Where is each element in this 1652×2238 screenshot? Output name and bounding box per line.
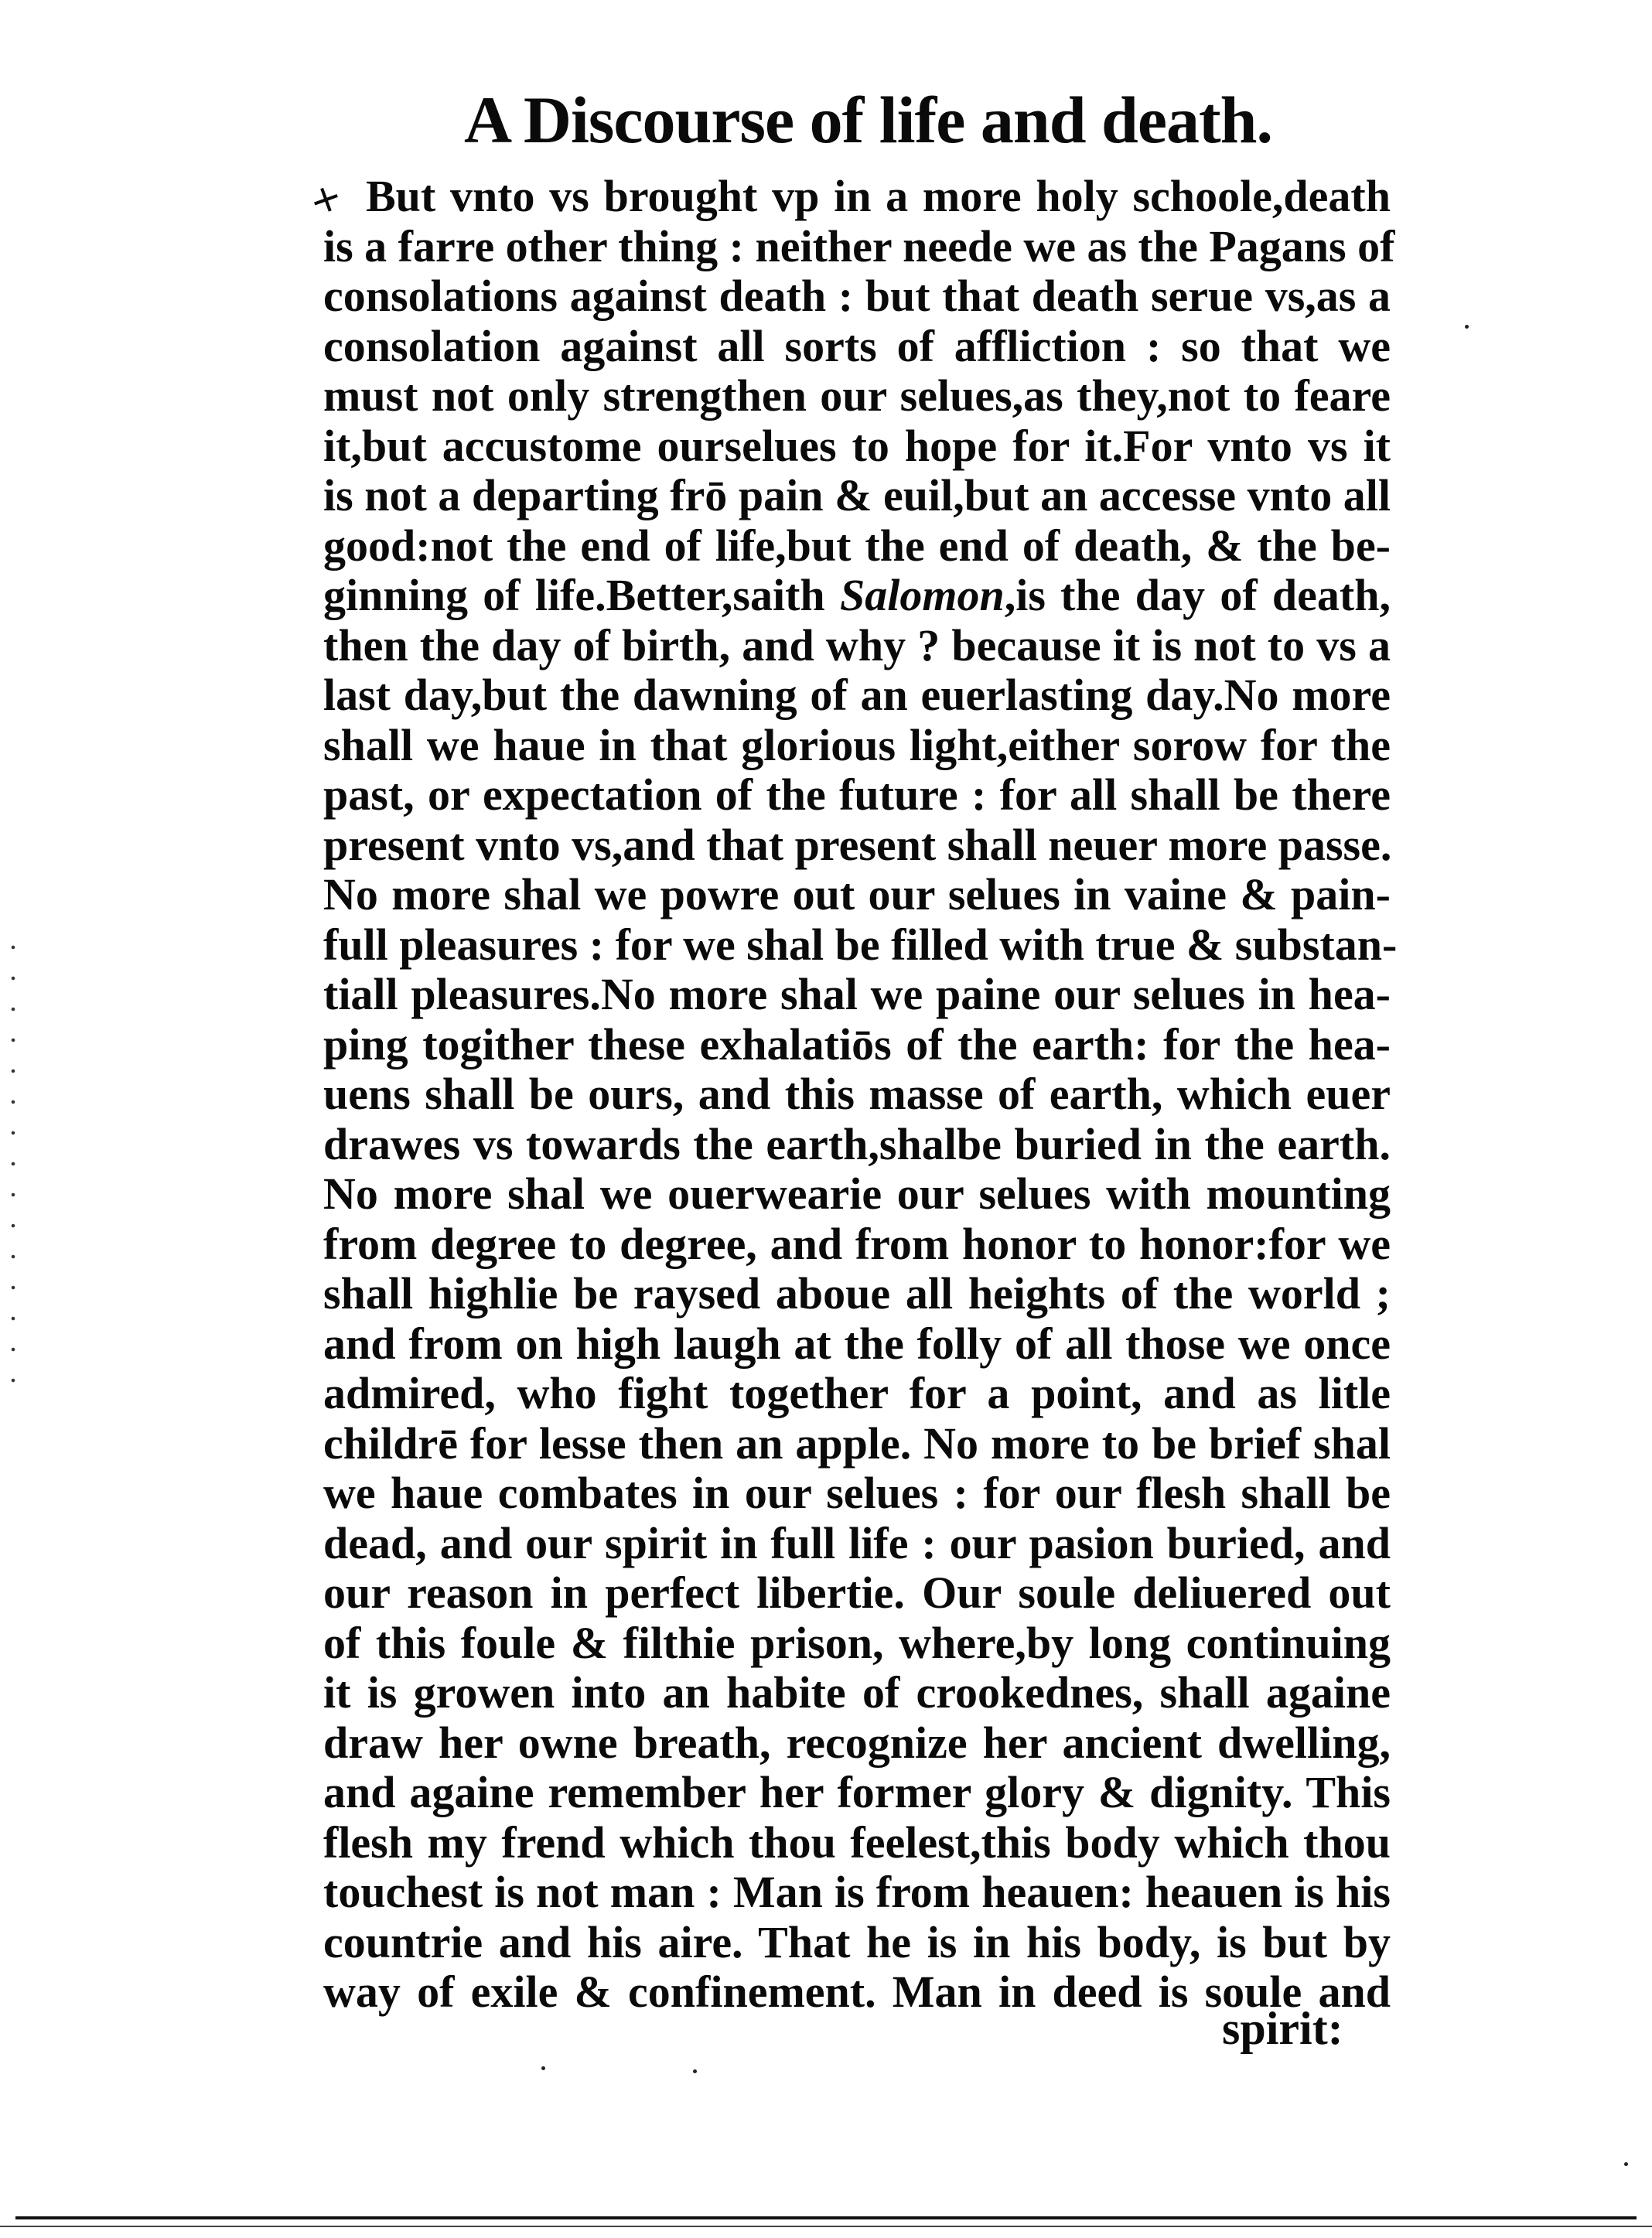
text-line: is not a departing frō pain & euil,but an accesse vnto all — [323, 470, 1391, 520]
bottom-rule-shadow — [0, 2226, 1652, 2227]
text-line: ping togither these exhalatiōs of the earth: for the hea- — [323, 1018, 1391, 1070]
text-line: shall highlie be raysed aboue all heights of the world ; — [323, 1268, 1391, 1319]
running-head: A Discourse of life and death. — [464, 83, 1272, 157]
text-line: it,but accustome ourselues to hope for it.For vnto vs it — [323, 420, 1391, 471]
catchword: spirit: — [1222, 2003, 1343, 2054]
text-line: No more shal we powre out our selues in vaine & pain- — [323, 869, 1391, 919]
bottom-rule — [15, 2216, 1637, 2219]
text-line: our reason in perfect libertie. Our soule deliuered out — [323, 1568, 1391, 1618]
text-line: shall we haue in that glorious light,either sorow for the — [323, 719, 1391, 770]
text-line: and from on high laugh at the folly of all those we once — [323, 1318, 1391, 1369]
text-line: full pleasures : for we shal be filled with true & substan- — [323, 919, 1398, 970]
ink-speck — [693, 2069, 697, 2073]
text-line: good:not the end of life,but the end of death, & the be- — [323, 520, 1391, 571]
text-line: of this foule & filthie prison, where,by long continuing — [323, 1617, 1391, 1668]
text-line: last day,but the dawning of an euerlasting day.No more — [323, 670, 1391, 720]
text-line: dead, and our spirit in full life : our pasion buried, and — [323, 1517, 1391, 1568]
text-line: it is growen into an habite of crookednes, shall againe — [323, 1667, 1391, 1718]
line-segment: ,is the day of death, — [1004, 570, 1391, 620]
text-line: But vnto vs brought vp in a more holy schoole,death — [366, 171, 1391, 221]
text-line: uens shall be ours, and this masse of earth, which euer — [323, 1069, 1391, 1119]
text-line: then the day of birth, and why ? because it is not to vs a — [323, 619, 1391, 670]
text-line: draw her owne breath, recognize her ancient dwelling, — [323, 1717, 1391, 1768]
emphasis-word: Salomon — [839, 570, 1005, 620]
text-line: must not only strengthen our selues,as they,not to feare — [323, 370, 1391, 421]
text-line: tiall pleasures.No more shal we paine our selues in hea- — [323, 969, 1391, 1019]
text-line: present vnto vs,and that present shall neuer more passe. — [323, 819, 1392, 870]
text-line: consolations against death : but that death serue vs,as a — [323, 271, 1391, 321]
text-line: consolation against all sorts of affliction : so that we — [323, 320, 1391, 371]
text-line: admired, who fight together for a point, and as litle — [323, 1368, 1391, 1418]
text-line: childrē for lesse then an apple. No more to be brief shal — [323, 1418, 1391, 1469]
text-line: drawes vs towards the earth,shalbe buried in the earth. — [323, 1118, 1391, 1169]
ink-speck — [1465, 325, 1469, 329]
text-line: touchest is not man : Man is from heauen: heauen is his — [323, 1867, 1391, 1917]
text-line: is a farre other thing : neither neede we as the Pagans of — [323, 220, 1395, 271]
text-line: way of exile & confinement. Man in deed is soule and — [323, 1967, 1391, 2017]
text-line: past, or expectation of the future : for all shall be there — [323, 769, 1391, 820]
line-segment: ginning of life.Better,saith — [323, 570, 840, 620]
ink-speck — [541, 2066, 545, 2070]
ink-speck — [1624, 2162, 1628, 2166]
margin-dots — [11, 932, 15, 1396]
text-block — [323, 171, 1398, 2018]
text-line: and againe remember her former glory & dignity. This — [323, 1767, 1391, 1817]
text-line: we haue combates in our selues : for our flesh shall be — [323, 1468, 1391, 1518]
text-line: flesh my frend which thou feelest,this body which thou — [323, 1817, 1391, 1868]
text-line: No more shal we ouerwearie our selues with mounting — [323, 1168, 1391, 1219]
text-line: from degree to degree, and from honor to honor:for we — [323, 1218, 1391, 1269]
margin-cross-mark: + — [302, 172, 349, 226]
text-line-emphasis — [323, 571, 1391, 621]
text-line: countrie and his aire. That he is in his body, is but by — [323, 1916, 1391, 1967]
